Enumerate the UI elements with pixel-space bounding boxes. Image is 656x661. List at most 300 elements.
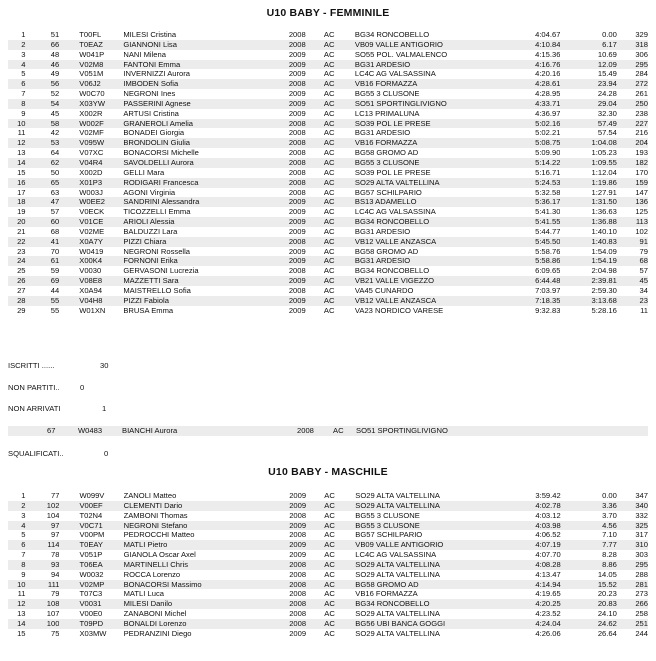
result-time: 4:24.04 bbox=[523, 619, 560, 629]
result-bib: 45 bbox=[50, 108, 60, 118]
result-pts: 34 bbox=[639, 285, 648, 295]
result-code: T0EAY bbox=[59, 540, 123, 550]
result-pts: 182 bbox=[617, 158, 648, 168]
result-name: GIANNONI Lisa bbox=[123, 40, 288, 50]
result-gap: 1:40.83 bbox=[560, 237, 616, 247]
result-club: VB16 FORMAZZA bbox=[355, 138, 523, 148]
result-pos: 27 bbox=[17, 285, 26, 295]
result-time: 5:02.16 bbox=[523, 119, 560, 129]
result-name: BONALDI Lorenzo bbox=[124, 619, 290, 629]
result-time: 3:59.42 bbox=[535, 491, 561, 500]
result-bib: 100 bbox=[26, 619, 60, 629]
result-name: ARIOLI Alessia bbox=[123, 217, 288, 227]
result-pos: 13 bbox=[17, 609, 26, 619]
result-code: W002F bbox=[59, 119, 123, 129]
result-club: VA45 CUNARDO bbox=[354, 285, 414, 295]
result-bib: 57 bbox=[50, 207, 60, 217]
result-club: BG57 SCHILPARIO bbox=[355, 530, 423, 540]
result-gap: 6.17 bbox=[560, 40, 616, 50]
result-time: 4:13.47 bbox=[535, 569, 561, 579]
result-code: T06EA bbox=[59, 560, 123, 570]
result-bib: 44 bbox=[50, 285, 60, 295]
non-arrivati-label: NON ARRIVATI bbox=[8, 404, 61, 413]
result-name: NANI Milena bbox=[123, 49, 166, 59]
result-code: V04R4 bbox=[59, 158, 123, 168]
result-pts: 125 bbox=[635, 207, 648, 217]
result-row bbox=[8, 50, 648, 60]
result-cat: AC bbox=[324, 628, 335, 638]
result-code: X00K4 bbox=[59, 256, 123, 266]
result-gap: 24.62 bbox=[561, 619, 617, 629]
result-year: 2008 bbox=[289, 510, 307, 520]
result-bib: 61 bbox=[26, 256, 60, 266]
result-code: V0ECK bbox=[79, 207, 105, 217]
result-code: V02MP bbox=[59, 580, 123, 590]
result-pos: 2 bbox=[8, 40, 26, 50]
result-time: 9:32.83 bbox=[535, 305, 561, 315]
result-time: 4:14.94 bbox=[523, 580, 560, 590]
result-club: VA23 NORDICO VARESE bbox=[354, 305, 444, 315]
result-gap: 20.23 bbox=[597, 589, 617, 599]
result-club: SO39 POL LE PRESE bbox=[355, 119, 523, 129]
result-club: LC4C AG VALSASSINA bbox=[355, 550, 437, 560]
result-pos: 16 bbox=[8, 178, 26, 188]
result-name: SANDRINI Alessandra bbox=[123, 197, 288, 207]
result-bib: 111 bbox=[26, 580, 60, 590]
result-gap: 32.30 bbox=[597, 108, 617, 118]
result-pos: 21 bbox=[17, 226, 26, 236]
result-name: ZAMBONI Thomas bbox=[123, 510, 188, 520]
result-row bbox=[8, 629, 648, 639]
result-year: 2008 bbox=[289, 119, 324, 129]
result-pts: 295 bbox=[617, 560, 648, 570]
result-pts: 244 bbox=[635, 628, 648, 638]
result-bib: 107 bbox=[46, 609, 60, 619]
result-code: T00FL bbox=[79, 30, 102, 39]
result-row bbox=[8, 148, 648, 158]
result-gap: 2:59.30 bbox=[591, 285, 617, 295]
result-year: 2008 bbox=[289, 40, 324, 50]
result-time: 5:16.71 bbox=[535, 167, 561, 177]
result-gap: 57.54 bbox=[597, 128, 617, 138]
result-time: 5:24.53 bbox=[523, 178, 560, 188]
result-year: 2009 bbox=[289, 491, 307, 500]
result-club: BG55 3 CLUSONE bbox=[355, 158, 523, 168]
result-time: 4:03.12 bbox=[535, 510, 561, 520]
result-year: 2009 bbox=[288, 108, 306, 118]
result-pts: 238 bbox=[635, 108, 648, 118]
result-bib: 79 bbox=[51, 589, 60, 599]
result-time: 5:36.17 bbox=[523, 197, 560, 207]
result-row bbox=[8, 550, 648, 560]
result-row bbox=[8, 256, 648, 266]
result-name: PEDROCCHI Matteo bbox=[123, 530, 195, 540]
result-code: V08E8 bbox=[59, 276, 123, 286]
result-code: V00EF bbox=[59, 501, 123, 511]
result-time: 5:08.75 bbox=[523, 138, 560, 148]
result-row bbox=[8, 530, 648, 540]
result-club: BG31 ARDESIO bbox=[355, 60, 523, 70]
non-partiti-stat bbox=[8, 383, 85, 392]
result-gap: 1:05.23 bbox=[591, 148, 617, 158]
result-bib: 55 bbox=[26, 296, 60, 306]
result-pts: 266 bbox=[617, 599, 648, 609]
result-row bbox=[8, 501, 648, 511]
result-gap: 1:27.91 bbox=[591, 187, 617, 197]
result-year: 2009 bbox=[289, 550, 307, 560]
result-row bbox=[8, 227, 648, 237]
result-time: 4:28.95 bbox=[535, 89, 561, 99]
result-name: INVERNIZZI Aurora bbox=[123, 69, 191, 79]
result-name: GIANOLA Oscar Axel bbox=[123, 550, 196, 560]
result-cat: AC bbox=[324, 197, 355, 207]
result-club: BS13 ADAMELLO bbox=[355, 197, 523, 207]
result-cat: AC bbox=[324, 491, 335, 500]
result-cat: AC bbox=[324, 256, 355, 266]
result-pts: 340 bbox=[617, 501, 648, 511]
result-pos: 7 bbox=[21, 550, 26, 560]
result-time: 5:58.76 bbox=[535, 246, 561, 256]
result-cat: AC bbox=[323, 89, 335, 99]
result-time: 5:14.22 bbox=[523, 158, 560, 168]
result-bib: 51 bbox=[50, 30, 60, 39]
result-name: AGONI Virginia bbox=[123, 187, 176, 197]
result-pts: 347 bbox=[635, 491, 648, 500]
result-cat: AC bbox=[323, 266, 335, 276]
result-bib: 68 bbox=[50, 226, 60, 236]
result-gap: 14.05 bbox=[597, 569, 617, 579]
result-row bbox=[8, 99, 648, 109]
result-club: BG58 GROMO AD bbox=[354, 148, 419, 158]
result-gap: 20.83 bbox=[561, 599, 617, 609]
result-bib: 58 bbox=[26, 119, 60, 129]
result-pos: 11 bbox=[17, 589, 26, 599]
result-gap: 1:19.86 bbox=[560, 178, 616, 188]
result-pos: 23 bbox=[17, 246, 26, 256]
result-code: V051P bbox=[79, 550, 103, 560]
result-cat: AC bbox=[324, 501, 355, 511]
result-row bbox=[8, 619, 648, 629]
result-row bbox=[8, 168, 648, 178]
result-row bbox=[8, 178, 648, 188]
result-bib: 47 bbox=[26, 197, 60, 207]
result-time: 4:15.36 bbox=[535, 49, 561, 59]
result-time: 4:08.28 bbox=[523, 560, 560, 570]
result-year: 2008 bbox=[289, 580, 324, 590]
result-gap: 29.04 bbox=[560, 99, 616, 109]
result-row bbox=[8, 589, 648, 599]
result-row bbox=[8, 570, 648, 580]
result-row bbox=[8, 521, 648, 531]
result-name: ROCCA Lorenzo bbox=[123, 569, 181, 579]
result-gap: 1:12.04 bbox=[591, 167, 617, 177]
result-time: 4:20.25 bbox=[523, 599, 560, 609]
result-year: 2008 bbox=[289, 599, 324, 609]
iscritti-value: 30 bbox=[100, 361, 109, 370]
result-row bbox=[8, 40, 648, 50]
non-partiti-label: NON PARTITI.. bbox=[8, 383, 60, 392]
result-club: VB16 FORMAZZA bbox=[355, 589, 418, 599]
result-code: V00PM bbox=[79, 530, 105, 540]
result-pts: 317 bbox=[635, 530, 648, 540]
result-pts: 216 bbox=[635, 128, 648, 138]
result-time: 5:45.50 bbox=[523, 237, 560, 247]
result-cat: AC bbox=[324, 510, 335, 520]
result-name: BRUSA Emma bbox=[123, 305, 174, 315]
result-name: SAVOLDELLI Aurora bbox=[123, 158, 288, 168]
result-pts: 281 bbox=[617, 580, 648, 590]
result-name: BONACORSI Massimo bbox=[124, 580, 290, 590]
result-time: 4:03.98 bbox=[523, 521, 560, 531]
result-name: ZANABONI Michel bbox=[123, 609, 187, 619]
non-arrivati-stat bbox=[8, 404, 107, 413]
result-year: 2008 bbox=[289, 138, 324, 148]
result-time: 4:04.67 bbox=[535, 30, 561, 39]
result-pts: 113 bbox=[617, 217, 648, 227]
result-row bbox=[8, 60, 648, 70]
result-name: MARTINELLI Chris bbox=[124, 560, 290, 570]
result-pts: 136 bbox=[617, 197, 648, 207]
result-bib: 63 bbox=[50, 187, 60, 197]
result-pos: 12 bbox=[8, 138, 26, 148]
result-cat: AC bbox=[323, 30, 335, 39]
result-year: 2008 bbox=[289, 178, 324, 188]
result-row bbox=[8, 266, 648, 276]
result-row bbox=[8, 30, 648, 40]
result-pts: 306 bbox=[635, 49, 648, 59]
result-pts: 295 bbox=[617, 60, 648, 70]
result-bib: 114 bbox=[26, 540, 60, 550]
result-club: SO51 SPORTINGLIVIGNO bbox=[355, 99, 523, 109]
result-cat: AC bbox=[323, 246, 335, 256]
result-club: VB09 VALLE ANTIGORIO bbox=[355, 40, 523, 50]
result-code: V07XC bbox=[79, 148, 104, 158]
result-club: BG58 GROMO AD bbox=[355, 580, 523, 590]
result-time: 4:33.71 bbox=[523, 99, 560, 109]
result-club: BG55 3 CLUSONE bbox=[355, 510, 420, 520]
result-cat: AC bbox=[324, 99, 355, 109]
result-bib: 48 bbox=[50, 49, 60, 59]
result-name: CLEMENTI Dario bbox=[124, 501, 290, 511]
result-row bbox=[8, 276, 648, 286]
result-code: W0EE2 bbox=[59, 197, 123, 207]
result-code: V02MF bbox=[79, 128, 104, 138]
result-pos: 28 bbox=[8, 296, 26, 306]
result-year: 2009 bbox=[288, 49, 306, 59]
result-name: BONADEI Giorgia bbox=[123, 128, 185, 138]
result-code: X0A7Y bbox=[59, 237, 123, 247]
result-club: SO29 ALTA VALTELLINA bbox=[355, 491, 440, 500]
result-time: 4:16.76 bbox=[523, 60, 560, 70]
result-pts: 329 bbox=[635, 30, 648, 39]
result-bib: 59 bbox=[50, 266, 60, 276]
result-code: V051M bbox=[79, 69, 104, 79]
result-name: GRANEROLI Amelia bbox=[123, 119, 288, 129]
result-pts: 91 bbox=[617, 237, 648, 247]
result-row bbox=[8, 306, 648, 316]
result-time: 7:18.35 bbox=[523, 296, 560, 306]
result-year: 2009 bbox=[289, 501, 324, 511]
result-club: BG58 GROMO AD bbox=[354, 246, 419, 256]
result-pts: 303 bbox=[635, 550, 648, 560]
result-year: 2008 bbox=[288, 128, 306, 138]
result-cat: AC bbox=[324, 599, 355, 609]
result-year: 2008 bbox=[289, 237, 324, 247]
result-time: 6:44.48 bbox=[523, 276, 560, 286]
result-pts: 318 bbox=[617, 40, 648, 50]
result-year: 2009 bbox=[289, 540, 324, 550]
result-club: VB21 VALLE VIGEZZO bbox=[355, 276, 523, 286]
result-name: MATLI Luca bbox=[123, 589, 164, 599]
result-pos: 10 bbox=[8, 580, 26, 590]
result-pos: 3 bbox=[21, 49, 26, 59]
result-name: MILESI Cristina bbox=[123, 30, 177, 39]
result-code: V01CE bbox=[59, 217, 123, 227]
result-name: NEGRONI Stefano bbox=[124, 521, 290, 531]
result-row bbox=[8, 197, 648, 207]
result-code: X002D bbox=[79, 167, 103, 177]
result-gap: 23.94 bbox=[560, 79, 616, 89]
result-pos: 1 bbox=[21, 491, 26, 500]
result-pos: 14 bbox=[8, 158, 26, 168]
result-cat: AC bbox=[323, 148, 335, 158]
result-gap: 57.49 bbox=[560, 119, 616, 129]
result-bib: 77 bbox=[51, 491, 60, 500]
result-pts: 272 bbox=[617, 79, 648, 89]
result-cat: AC bbox=[324, 540, 355, 550]
result-bib: 102 bbox=[26, 501, 60, 511]
result-row bbox=[8, 599, 648, 609]
result-club: SO29 ALTA VALTELLINA bbox=[355, 501, 523, 511]
result-code: T02N4 bbox=[79, 510, 103, 520]
result-row bbox=[8, 119, 648, 129]
dnf-row bbox=[8, 426, 648, 436]
male-results-table bbox=[8, 491, 648, 639]
squalificati-label: SQUALIFICATI.. bbox=[8, 449, 64, 458]
result-pts: 204 bbox=[617, 138, 648, 148]
result-gap: 1:40.10 bbox=[591, 226, 617, 236]
result-pts: 170 bbox=[635, 167, 648, 177]
result-year: 2008 bbox=[289, 589, 307, 599]
result-gap: 15.49 bbox=[597, 69, 617, 79]
result-cat: AC bbox=[324, 580, 355, 590]
result-row bbox=[8, 128, 648, 138]
result-club: LC4C AG VALSASSINA bbox=[354, 207, 436, 217]
result-time: 4:36.97 bbox=[535, 108, 561, 118]
result-year: 2009 bbox=[288, 246, 306, 256]
result-name: PASSERINI Agnese bbox=[123, 99, 288, 109]
result-bib: 50 bbox=[50, 167, 60, 177]
result-year: 2009 bbox=[289, 296, 324, 306]
result-year: 2009 bbox=[289, 628, 307, 638]
result-name: BONACORSI Michelle bbox=[123, 148, 199, 158]
result-gap: 1:36.88 bbox=[560, 217, 616, 227]
result-year: 2008 bbox=[289, 158, 324, 168]
result-cat: AC bbox=[323, 187, 335, 197]
result-club: SO39 POL LE PRESE bbox=[354, 167, 431, 177]
result-code: W0419 bbox=[79, 246, 104, 256]
result-pts: 11 bbox=[640, 305, 648, 315]
result-pts: 284 bbox=[635, 69, 648, 79]
result-year: 2009 bbox=[288, 305, 306, 315]
result-club: BG31 ARDESIO bbox=[354, 128, 411, 138]
result-pos: 29 bbox=[17, 305, 26, 315]
result-bib: 46 bbox=[26, 60, 60, 70]
result-name: MILESI Danilo bbox=[124, 599, 290, 609]
result-name: FANTONI Emma bbox=[123, 60, 288, 70]
result-year: 2008 bbox=[288, 167, 306, 177]
result-cat: AC bbox=[324, 521, 355, 531]
result-year: 2008 bbox=[288, 187, 306, 197]
result-pts: 250 bbox=[617, 99, 648, 109]
result-pts: 251 bbox=[617, 619, 648, 629]
result-row bbox=[8, 109, 648, 119]
result-gap: 15.52 bbox=[561, 580, 617, 590]
result-cat: AC bbox=[324, 550, 335, 560]
result-bib: 94 bbox=[51, 569, 60, 579]
result-club: BG34 RONCOBELLO bbox=[354, 266, 430, 276]
male-section-title: U10 BABY - MASCHILE bbox=[268, 466, 388, 478]
result-year: 2008 bbox=[289, 530, 307, 540]
result-pos: 3 bbox=[21, 510, 26, 520]
result-row bbox=[8, 79, 648, 89]
result-cat: AC bbox=[323, 167, 335, 177]
result-cat: AC bbox=[324, 276, 355, 286]
result-gap: 12.09 bbox=[560, 60, 616, 70]
result-pos: 11 bbox=[17, 128, 26, 138]
result-name: GELLI Mara bbox=[123, 167, 165, 177]
result-club: BG34 RONCOBELLO bbox=[355, 217, 523, 227]
result-gap: 7.77 bbox=[561, 540, 617, 550]
result-bib: 75 bbox=[51, 628, 60, 638]
result-pos: 4 bbox=[8, 60, 26, 70]
result-time: 4:23.52 bbox=[535, 609, 561, 619]
result-bib: 108 bbox=[26, 599, 60, 609]
result-name: BRONDOLIN Giulia bbox=[123, 138, 288, 148]
result-year: 2009 bbox=[289, 60, 324, 70]
result-row bbox=[8, 158, 648, 168]
result-row bbox=[8, 138, 648, 148]
result-cat: AC bbox=[324, 138, 355, 148]
result-row bbox=[8, 511, 648, 521]
result-club: VB12 VALLE ANZASCA bbox=[355, 237, 523, 247]
result-cat: AC bbox=[324, 569, 335, 579]
result-club: BG34 RONCOBELLO bbox=[355, 599, 523, 609]
result-year: 2008 bbox=[288, 285, 306, 295]
result-cat: AC bbox=[324, 217, 355, 227]
result-year: 2009 bbox=[289, 521, 324, 531]
result-club: BG57 SCHILPARIO bbox=[354, 187, 422, 197]
result-pos: 25 bbox=[17, 266, 26, 276]
result-cat: AC bbox=[324, 296, 355, 306]
result-name: BALDUZZI Lara bbox=[123, 226, 178, 236]
result-bib: 69 bbox=[26, 276, 60, 286]
result-code: V0031 bbox=[59, 599, 123, 609]
result-club: SO29 ALTA VALTELLINA bbox=[355, 609, 440, 619]
result-pos: 4 bbox=[8, 521, 26, 531]
result-name: PIZZI Chiara bbox=[123, 237, 288, 247]
result-code: W041P bbox=[79, 49, 105, 59]
result-gap: 8.28 bbox=[602, 550, 617, 560]
result-name: FORNONI Erika bbox=[123, 256, 288, 266]
result-club: BG31 ARDESIO bbox=[354, 226, 411, 236]
result-pts: 288 bbox=[635, 569, 648, 579]
result-time: 4:02.78 bbox=[523, 501, 560, 511]
result-club: VB16 FORMAZZA bbox=[355, 79, 523, 89]
dnf-bib: 67 bbox=[47, 426, 56, 435]
result-bib: 93 bbox=[26, 560, 60, 570]
result-code: W003J bbox=[79, 187, 103, 197]
